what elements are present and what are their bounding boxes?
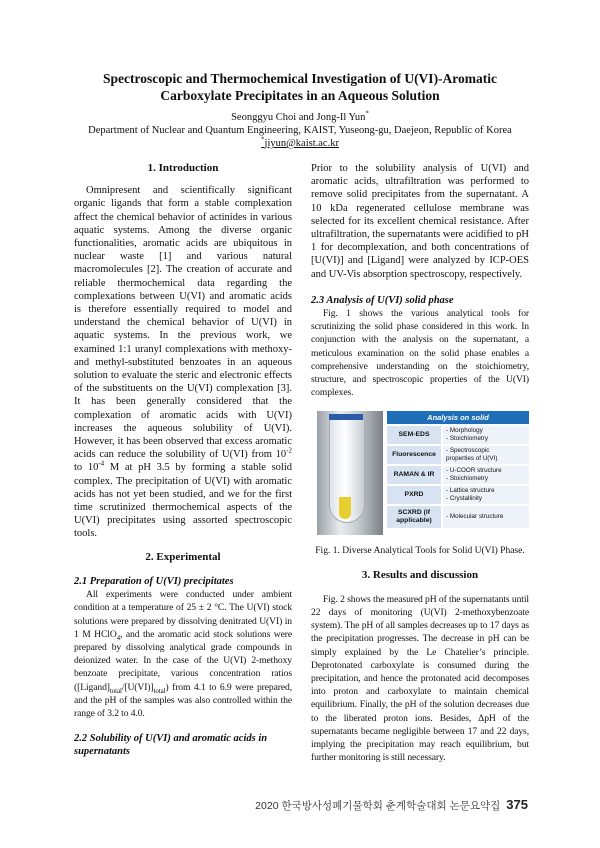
desc-line: - Stoichiometry [446,475,488,483]
technique-label: SEM-EDS [387,426,441,444]
tube-cap [329,414,363,420]
analysis-table [387,411,529,528]
desc-line: - Crystallinity [446,495,483,503]
intro-exp-1: -2 [286,446,292,455]
prep-sub-1: 4 [116,633,121,642]
prep-text-c: /[U(VI)] [121,681,154,693]
technique-description [443,426,529,444]
paper-title [60,70,540,104]
author-mark: * [365,109,369,118]
intro-exp-2: -4 [98,459,105,468]
prep-paragraph [74,588,292,720]
prep-text-d: ) from 4.1 to 6.9 were prepared, and the pH of the samples was also controlled within the range of 3.2 to 4.0. [74,681,292,719]
desc-line: - Lattice structure [446,487,495,495]
page-number: 375 [506,797,528,812]
solid-analysis-paragraph: Fig. 1 shows the various analytical tools for scrutinizing the solid phase considered in this work. In conjunction with the analysis on the supernatant, a meticulous examination on the solid phase enables a comprehensive understanding on the stoichiometry, structure, and spectroscopic properties of the U(VI) complexes. [311,308,529,399]
technique-label: RAMAN & IR [387,466,441,484]
section-3-heading: 3. Results and discussion [361,568,479,581]
email-mark: * [261,135,265,144]
analysis-table-header: Analysis on solid [387,411,529,424]
right-column [311,162,529,765]
yellow-precipitate [339,497,351,519]
section-2-3-heading: 2.3 Analysis of U(VI) solid phase [311,294,454,306]
technique-label: Fluorescence [387,446,441,464]
page-footer [255,797,528,813]
desc-line: - Morphology [446,427,483,435]
analysis-row [387,506,529,528]
desc-line: - Spectroscopic [446,447,490,455]
desc-line: properties of U(VI) [446,455,498,463]
desc-line: - U-COOR structure [446,467,502,475]
technique-label: PXRD [387,486,441,504]
desc-line: - Stoichiometry [446,435,488,443]
affiliation: Department of Nuclear and Quantum Engineering, KAIST, Yuseong-gu, Daejeon, Republic of Korea [88,125,512,136]
intro-paragraph [74,184,292,540]
email-address[interactable]: jiyun@kaist.ac.kr [264,138,339,149]
analysis-row [387,426,529,444]
solubility-paragraph: Prior to the solubility analysis of U(VI) and aromatic acids, ultrafiltration was performed to remove solid precipitates from the supernatant. A 10 kDa regenerated cellulose membrane was selected for its excellent chemical resistance. After ultrafiltration, the supernatants were acidified to pH 1 for decomplexation, and both concentrations of [U(VI)] and [Ligand] were analyzed by ICP-OES and UV-Vis absorption spectroscopy, respectively. [311,163,529,280]
sample-tube-photo [317,411,383,535]
technique-description [443,466,529,484]
author-names: Seonggyu Choi and Jong-Il Yun [231,112,366,123]
prep-text-a: All experiments were conducted under ambient condition at a temperature of 25 ± 2 °C. The U(VI) stock solutions were prepared by dissolving denitrated U(VI) in 1 M HClO [74,589,292,640]
section-2-2-heading: 2.2 Solubility of U(VI) and aromatic acids in supernatants [74,733,268,758]
prep-sub-3: total [153,686,166,695]
intro-text-a: Omnipresent and scientifically significant organic ligands that form a stable complexation affect the chemical behavior of actinides in various aquatic systems. Among the diverse organic functionalities, aromatic acids are ubiquitous in nuclear waste [1] and various natural macromolecules [2]. The creation of accurate and reliable thermochemical data regarding the complexations between U(VI) and aromatic acids is therefore essentially required to model and understand the chemical behavior of U(VI) in aquatic systems. In the previous work, we examined 1:1 uranyl complexations with methoxy- and methyl-substituted benzoates in an aqueous solution to evaluate the steric and electronic effects of the substituents on the U(VI) complexation [3]. It has been generally considered that the complexation of aromatic acids with U(VI) increases the aqueous solubility of U(VI). However, it has been observed that excess aromatic acids can reduce the solubility of U(VI) from 10 [74,185,292,461]
technique-label: SCXRD (if applicable) [387,506,441,528]
prep-text-b: , and the aromatic acid stock solutions were prepared by dissolving analytical grade compounds in deionized water. In the case of the U(VI) 2-methoxy benzoate precipitate, various concentration ratios ([Ligand] [74,628,292,693]
analysis-row [387,466,529,484]
technique-description [443,446,529,464]
intro-text-b: to 10 [74,462,99,474]
figure-1 [311,411,529,543]
intro-text-c: M at pH 3.5 by forming a stable solid complex. The precipitation of U(VI) with aromatic acids has not yet been studied, and we for the first time scrutinized thermochemical aspects of the U(VI) precipitates using assorted spectroscopic tools. [74,462,292,540]
analysis-row [387,446,529,464]
results-paragraph: Fig. 2 shows the measured pH of the supernatants until 22 days of monitoring (U(VI) 2-methoxybenzoate system). The pH of all samples decreases up to 17 days as the precipitation progresses. The decrease in pH can be simply explained by the Le Chatelier’s principle. Deprotonated carboxylate is consumed during the precipitation, and hence the protonated acid decomposes into proton and carboxylate to maintain chemical equilibrium. Finally, the pH of the solution decreases due to the liberated proton ions. Besides, ΔpH of the supernatants became negligible between 17 and 22 days, implying the precipitation may reach equilibrium, but further monitoring is still necessary. [311,593,529,764]
section-2-heading: 2. Experimental [145,550,221,563]
left-column [74,162,292,759]
prep-sub-2: total [109,686,122,695]
technique-description [443,486,529,504]
authors [40,111,560,124]
figure-1-caption: Fig. 1. Diverse Analytical Tools for Solid U(VI) Phase. [315,546,525,557]
email[interactable] [40,137,560,150]
section-1-heading: 1. Introduction [147,162,219,174]
section-2-1-heading: 2.1 Preparation of U(VI) precipitates [74,575,234,587]
desc-line: - Molecular structure [446,513,504,521]
title-line-2: Carboxylate Precipitates in an Aqueous Solution [160,88,440,103]
proceedings-title: 2020 한국방사성폐기물학회 춘계학술대회 논문요약집 [255,800,501,812]
analysis-row [387,486,529,504]
technique-description [443,506,529,528]
title-line-1: Spectroscopic and Thermochemical Investigation of U(VI)-Aromatic [102,71,498,86]
